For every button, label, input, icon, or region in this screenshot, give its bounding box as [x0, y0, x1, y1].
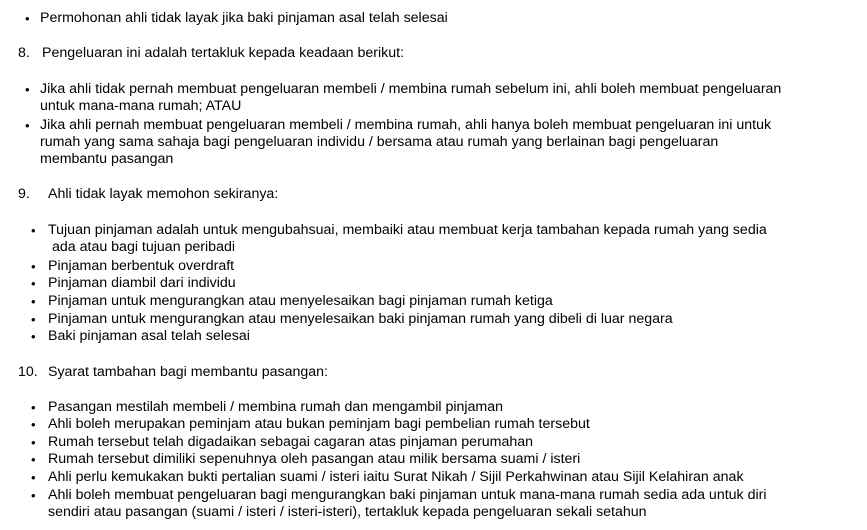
- list-item: Permohonan ahli tidak layak jika baki pinjaman asal telah selesai: [40, 10, 448, 26]
- list-item: Jika ahli tidak pernah membuat pengeluaran membeli / membina rumah sebelum ini, ahli boleh membuat pengeluaran: [40, 81, 782, 97]
- list-item: Ahli boleh membuat pengeluaran bagi mengurangkan baki pinjaman untuk mana-mana rumah sedia ada untuk diri: [48, 487, 767, 503]
- list-item: Pinjaman untuk mengurangkan atau menyelesaikan baki pinjaman rumah yang dibeli di luar negara: [48, 311, 673, 327]
- section-number: 9.: [18, 186, 30, 202]
- bullet-glyph: •: [25, 118, 30, 133]
- bullet-glyph: •: [31, 276, 36, 291]
- bullet-glyph: •: [31, 488, 36, 503]
- list-item: Baki pinjaman asal telah selesai: [48, 328, 250, 344]
- bullet-glyph: •: [31, 329, 36, 344]
- bullet-glyph: •: [31, 452, 36, 467]
- bullet-glyph: •: [25, 82, 30, 97]
- list-item-continuation: membantu pasangan: [40, 151, 174, 167]
- list-item-continuation: sendiri atau pasangan (suami / isteri / isteri-isteri), tertakluk kepada pengeluaran sekali setahun: [48, 504, 647, 520]
- section-number: 8.: [18, 45, 30, 61]
- list-item: Rumah tersebut telah digadaikan sebagai cagaran atas pinjaman perumahan: [48, 434, 534, 450]
- list-item-continuation: ada atau bagi tujuan peribadi: [52, 239, 236, 255]
- list-item: Tujuan pinjaman adalah untuk mengubahsuai, membaiki atau membuat kerja tambahan kepada rumah yang sedia: [48, 222, 767, 238]
- bullet-glyph: •: [31, 470, 36, 485]
- section-heading: Pengeluaran ini adalah tertakluk kepada keadaan berikut:: [42, 45, 405, 61]
- bullet-glyph: •: [31, 312, 36, 327]
- list-item: Pinjaman berbentuk overdraft: [48, 258, 235, 274]
- list-item: Ahli perlu kemukakan bukti pertalian suami / isteri iaitu Surat Nikah / Sijil Perkahwinan atau Sijil Kelahiran anak: [48, 469, 744, 485]
- list-item: Jika ahli pernah membuat pengeluaran membeli / membina rumah, ahli hanya boleh membuat pengeluaran ini untuk: [40, 117, 772, 133]
- list-item: Pinjaman diambil dari individu: [48, 275, 236, 291]
- section-number: 10.: [18, 364, 38, 380]
- bullet-glyph: •: [31, 259, 36, 274]
- bullet-glyph: •: [31, 435, 36, 450]
- list-item: Pasangan mestilah membeli / membina rumah dan mengambil pinjaman: [48, 399, 504, 415]
- list-item-continuation: untuk mana-mana rumah; ATAU: [40, 98, 242, 114]
- list-item: Rumah tersebut dimiliki sepenuhnya oleh pasangan atau milik bersama suami / isteri: [48, 451, 581, 467]
- list-item-continuation: rumah yang sama sahaja bagi pengeluaran individu / bersama atau rumah yang berlainan bagi pengeluaran: [40, 134, 719, 150]
- list-item: Ahli boleh merupakan peminjam atau bukan peminjam bagi pembelian rumah tersebut: [48, 416, 590, 432]
- section-heading: Syarat tambahan bagi membantu pasangan:: [48, 364, 328, 380]
- bullet-glyph: •: [25, 11, 30, 26]
- bullet-glyph: •: [31, 400, 36, 415]
- bullet-glyph: •: [31, 294, 36, 309]
- section-heading: Ahli tidak layak memohon sekiranya:: [48, 186, 279, 202]
- bullet-glyph: •: [31, 417, 36, 432]
- bullet-glyph: •: [31, 223, 36, 238]
- list-item: Pinjaman untuk mengurangkan atau menyelesaikan bagi pinjaman rumah ketiga: [48, 293, 553, 309]
